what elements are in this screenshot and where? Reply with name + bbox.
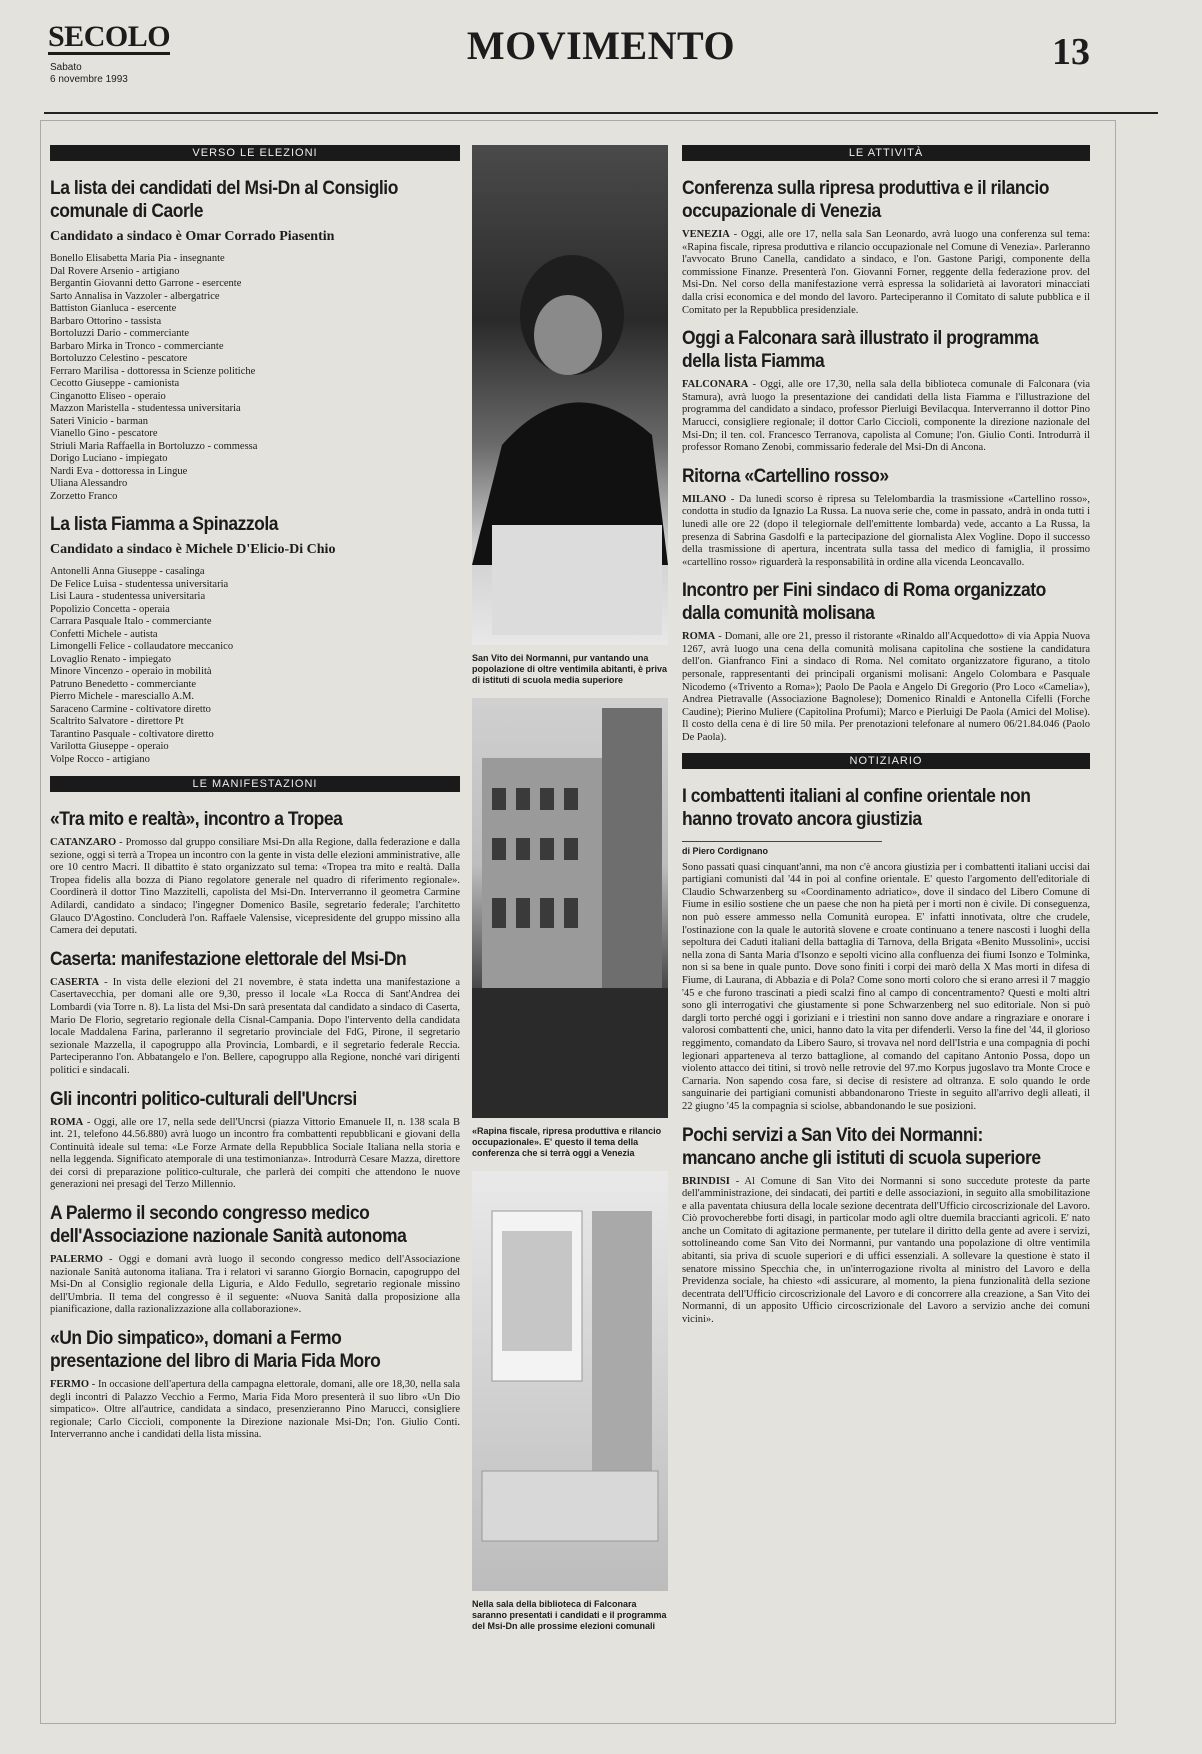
- article-text: - Oggi, alle ore 17, nella sede dell'Uncrsi (piazza Vittorio Emanuele II, n. 138 scala B int. 21, telefono 44.56.880) avrà luogo un incontro fra combattenti repubblicani e giovani della Continuità ideale sul tema: «Le Forze Armate della Repubblica Sociale Italiana nella storia e nella leggenda. Significato atemporale di una testimonianza». Introdurrà Cesare Mazza, direttore dei corsi di preparazione politico-culturale, che parlerà dei compiti che attendono le nuove generazioni nei presagi del Terzo Millennio.: [50, 1116, 460, 1191]
- dateline: ROMA: [50, 1116, 84, 1128]
- photo-library-hall-image: [472, 1171, 668, 1591]
- newspaper-logo: SECOLO: [48, 20, 171, 53]
- candidate: Bortoluzzi Dario - commerciante: [50, 328, 190, 339]
- candidate: Dal Rovere Arsenio - artigiano: [50, 265, 180, 277]
- article-combattenti-title: I combattenti italiani al confine orientale non hanno trovato ancora giustizia: [682, 785, 1031, 830]
- section-bar-manifestazioni: LE MANIFESTAZIONI: [50, 776, 460, 792]
- photo-library-hall: [472, 1171, 668, 1591]
- article-caorle-subtitle: Candidato a sindaco è Omar Corrado Piasentin: [50, 229, 335, 244]
- dateline: CASERTA: [50, 976, 100, 988]
- photo-column: [472, 145, 672, 1644]
- candidate: Saraceno Carmine - coltivatore diretto: [50, 703, 211, 715]
- candidate: Cinganotto Eliseo - operaio: [50, 390, 166, 402]
- article-uncrsi-title: Gli incontri politico-culturali dell'Uncrsi: [50, 1088, 357, 1110]
- candidate: Lisi Laura - studentessa universitaria: [50, 591, 206, 602]
- candidate: Bonello Elisabetta Maria Pia - insegnante: [50, 253, 225, 264]
- article-text: - Oggi e domani avrà luogo il secondo congresso medico dell'Associazione nazionale Sanità autonoma italiana. Tra i relatori vi saranno Giorgio Bornacin, capogruppo del Msi-Dn al Consiglio regionale della Liguria, e Aldo Fedullo, segretario regionale missino dell'Umbria. Il tema del congresso è il seguente: «Nuova Sanità dalla proposizione alla pianificazione, dalla razionalizzazione alla collaborazione».: [50, 1254, 460, 1316]
- article-san-vito-title: Pochi servizi a San Vito dei Normanni: mancano anche gli istituti di scuola superiore: [682, 1124, 1041, 1169]
- photo-woman-reading-image: [472, 145, 668, 645]
- article-fini-title: Incontro per Fini sindaco di Roma organizzato dalla comunità molisana: [682, 580, 1046, 625]
- article-caserta-title: Caserta: manifestazione elettorale del Msi-Dn: [50, 948, 407, 970]
- right-column: [682, 145, 1090, 1335]
- photo-woman-reading: [472, 145, 668, 645]
- dateline: FERMO: [50, 1379, 90, 1391]
- article-venezia-title: Conferenza sulla ripresa produttiva e il rilancio occupazionale di Venezia: [682, 178, 1049, 222]
- photo-caption-san-vito: San Vito dei Normanni, pur vantando una popolazione di oltre ventimila abitanti, è priva di istituti di scuola media superiore: [472, 653, 668, 685]
- candidate-list-caorle: [50, 253, 460, 503]
- candidate: Nardi Eva - dottoressa in Lingue: [50, 465, 188, 477]
- candidate: Barbaro Ottorino - tassista: [50, 315, 162, 327]
- article-san-vito-body: [682, 1176, 1090, 1327]
- candidate: Lovaglio Renato - impiegato: [50, 653, 172, 665]
- dateline: ROMA: [682, 631, 716, 643]
- article-text: - Domani, alle ore 21, presso il ristorante «Rinaldo all'Acquedotto» di via Appia Nuova 1267, avrà luogo una cena della comunità molisana capitolina che sostiene la candidatura dell'on. Gianfranco Fini a sindaco di Roma. Nel comitato organizzatore figurano, a titolo personale, rappresentanti dei principali organismi molisani: Angelo Colombara e Pasquale Nicodemo («Trivento a Roma»); Paolo De Paola e Angelo Di Gregorio (Pro Loco «Camelia»), Andrea Pietravalle (Associazione Bagnolese); Domenico Rinaldi e Antonella Cifelli (Forche Caudine); Pierino Muliere (Capitolina Profumi); Marco e Pierluigi De Paola (Amici del Molise). Il costo della cena è di lire 50 mila. Per prenotazioni telefonare al numero 06/21.84.046 (Paolo De Paola).: [682, 631, 1090, 744]
- photo-caption-venezia: «Rapina fiscale, ripresa produttiva e rilancio occupazionale». E' questo il tema della conferenza che si terrà oggi a Venezia: [472, 1126, 662, 1158]
- candidate: Carrara Pasquale Italo - commerciante: [50, 616, 212, 627]
- article-caserta-body: [50, 977, 460, 1078]
- issue-date-text: 6 novembre 1993: [50, 74, 128, 85]
- dateline: FALCONARA: [682, 379, 749, 391]
- candidate: Popolizio Concetta - operaia: [50, 603, 170, 615]
- candidate: Cecotto Giuseppe - camionista: [50, 378, 180, 389]
- candidate: Dorigo Luciano - impiegato: [50, 453, 168, 464]
- article-cartellino-title: Ritorna «Cartellino rosso»: [682, 465, 889, 487]
- article-text: - Promosso dal gruppo consiliare Msi-Dn alla Regione, dalla federazione e dalla sezione, oggi si terrà a Tropea un incontro con la gente in vista delle elezioni amministrative, alle ore 10 centro Macri. Il dibattito è stato organizzato sul tema: «Tropea tra mito e realtà. Dalla Tropea fidelis alla bozza di Piano regolatore generale nel quadro di riferimento regionale». Coordinerà il dottor Tino Mazzitelli, capolista del Msi-Dn. Interverranno il geometra Carmine Adilardi, candidato a sindaco; l'ingegner Domenico Basile, segretario federale; l'architetto Glauco D'Agostino. Concluderà l'on. Raffaele Valensise, vicepresidente del gruppo missino alla Camera dei deputati.: [50, 837, 460, 937]
- dateline: BRINDISI: [682, 1175, 730, 1187]
- section-bar-attivita: LE ATTIVITÀ: [682, 145, 1090, 161]
- dateline: CATANZARO: [50, 837, 117, 848]
- article-cartellino-body: [682, 494, 1090, 570]
- dateline: MILANO: [682, 493, 727, 505]
- article-venezia-body: [682, 229, 1090, 317]
- section-bar-notiziario: NOTIZIARIO: [682, 753, 1090, 769]
- article-text: - Oggi, alle ore 17,30, nella sala della biblioteca comunale di Falconara (via Stamura), avrà luogo la presentazione dei candidati della lista Fiamma e l'illustrazione del programma del candidato a sindaco, professor Pierluigi Bevilacqua. Interverranno il dottor Pino Marucci, consigliere regionale; il dottor Carlo Ciccioli, componente la direzione nazionale del Msi-Dn; il ten. col. Francesco Terranova, capolista al Comune; l'on. Giulio Conti. Introdurrà il professor Romano Zenobi, commissario federale del Msi-Dn di Ancona.: [682, 379, 1090, 454]
- candidate: Varilotta Giuseppe - operaio: [50, 741, 169, 752]
- article-text: - In occasione dell'apertura della campagna elettorale, domani, alle ore 18,30, nella sala degli incontri di Palazzo Vecchio a Fermo, Maria Fida Moro presenterà il suo libro «Un Dio simpatico». Oltre all'autrice, candidata a sindaco, presenzieranno Pino Marucci, consigliere regionale; Carlo Ciccioli, componente la Direzione nazionale Msi-Dn; l'on. Giulio Conti. Interverranno anche i candidati della lista missina.: [50, 1379, 460, 1441]
- candidate: Battiston Gianluca - esercente: [50, 303, 177, 314]
- candidate: Confetti Michele - autista: [50, 628, 158, 640]
- article-combattenti-body: Sono passati quasi cinquant'anni, ma non c'è ancora giustizia per i combattenti italiani uccisi dai partigiani comunisti dal '44 in poi al confine orientale. E' questo l'argomento dell'editoriale di Claudio Schwarzenberg su «Coordinamento adriatico», dove il sindaco del Libero Comune di Fiume in esilio sostiene che un paese che non ha pietà per i morti non è civile. Di conseguenza, non può essere ammesso nella Comunità europea. E' infatti innotivata, oltre che crudele, l'ostinazione con la quale le autorità slovene e croate continuano a tenere nascosti i luoghi della sepoltura dei Caduti italiani della battaglia di Tarnova, della Brigata «Benito Mussolini», uccisi nella zona di Santa Maria d'Isonzo e sepolti vicino alla confluenza dei fiumi Isonzo e Tolminka, non si sa bene in quale punto. Dove sono finiti i corpi dei marò della X Mas morti in difesa di Fiume, di Laurana, di Abbazia e di Pola? Come sono morti coloro che si erano arresi il 7 maggio '45 e che furono trascinati a piedi scalzi fino al campo di concentramento? Questi e molti altri sono gli interrogativi che giustamente si pone Schwarzenberg nel suo editoriale. Non si può dargli torto perché oggi i goriziani e i triestini non sanno dove andare a ringraziare e onorare i valorosi combattenti che, unici, hanno dato la vita per difenderli. Verso la fine del '44, il glorioso reggimento, comandato da Libero Sauro, si trovava nel nord dell'Istria e una compagnia di pochi legionari apparteneva al terzo battaglione, al comando del capitano Antonio Possa, dopo un violento attacco dei titini, si trovò nelle retrovie del 97.mo Korpus jugoslavo tra Monte Croce e Carnaria. Non sapendo cosa fare, si decise di resistere ad oltranza. E solo quando le orde sanguinarie dei partigiani comunisti abbandonarono Trieste in seguito all'arrivo degli alleati, il 22 giugno '45 la compagnia si sciolse, abbandonando le sue posizioni.: [682, 861, 1090, 1112]
- dateline: PALERMO: [50, 1254, 103, 1266]
- article-falconara-body: [682, 379, 1090, 455]
- page-number: 13: [1052, 31, 1090, 73]
- candidate: Antonelli Anna Giuseppe - casalinga: [50, 566, 205, 577]
- candidate: Vianello Gino - pescatore: [50, 428, 158, 439]
- article-spinazzola-title: La lista Fiamma a Spinazzola: [50, 514, 279, 535]
- article-tropea-title: «Tra mito e realtà», incontro a Tropea: [50, 809, 343, 830]
- article-fini-body: [682, 631, 1090, 744]
- candidate: Tarantino Pasquale - coltivatore diretto: [50, 728, 214, 740]
- candidate: Barbaro Mirka in Tronco - commerciante: [50, 340, 224, 352]
- section-bar-elezioni: VERSO LE ELEZIONI: [50, 145, 460, 161]
- article-spinazzola-subtitle: Candidato a sindaco è Michele D'Elicio-Di Chio: [50, 542, 336, 557]
- candidate: Bergantin Giovanni detto Garrone - esercente: [50, 278, 242, 289]
- candidate: Mazzon Maristella - studentessa universitaria: [50, 403, 241, 414]
- candidate: Patruno Benedetto - commerciante: [50, 678, 197, 690]
- candidate: Uliana Alessandro: [50, 478, 128, 489]
- candidate: Scaltrito Salvatore - direttore Pt: [50, 716, 184, 727]
- article-palermo-title: A Palermo il secondo congresso medico dell'Associazione nazionale Sanità autonoma: [50, 1203, 407, 1248]
- candidate: Limongelli Felice - collaudatore meccanico: [50, 641, 234, 652]
- article-text: - In vista delle elezioni del 21 novembre, è stata indetta una manifestazione a Casertavecchia, per domani alle ore 9,30, presso il locale «La Rocca di Sant'Andrea dei Lombardi (via Torre n. 8). La lista del Msi-Dn sarà presentata dal candidato a sindaco di Caserta, Mario De Florio, segretario regionale della Cisnal-Campania. Dopo l'intervento della candidata locale Maddalena Farina, parleranno il segretario provinciale del FdG, Pirone, il segretario sezionale Mazzella, il capogruppo alla Provincia, Lombardi, e il segretario federale Reccia. Parteciperanno l'on. Abbatangelo e l'on. Bellere, capogruppo alla Regione, nonché vari dirigenti politici e sindacali.: [50, 976, 460, 1076]
- article-tropea-body: [50, 837, 460, 938]
- candidate: Sarto Annalisa in Vazzoler - albergatrice: [50, 290, 220, 302]
- article-text: - Al Comune di San Vito dei Normanni si sono succedute proteste da parte dell'amministrazione, dei sindacati, dei partiti e delle associazioni, in seguito alla smobilitazione e alla paventata chiusura della locale sezione decentrata dell'Ufficio circoscrizionale del Lavoro. Ciò provocherebbe forti disagi, in particolar modo agli oltre duemila braccianti agricoli. E' nato anche un Comitato di agitazione permanente, per tutelare il diritto della gente ad avere i servizi, sottolineando come San Vito dei Normanni, pur vantando una popolazione di oltre ventimila abitanti, sia priva di scuole superiori e di uffici essenziali. A sollevare la questione è stato il senatore missino Specchia che, in un'interrogazione rivolta al ministro del Lavoro e della Previdenza sociale, ha chiesto «di assicurare, al momento, la piena funzionalità della sezione decentrata dell'Ufficio circoscrizionale del Lavoro e di concorrere alla creazione, a San Vito dei Normanni, di un apposito Ufficio circoscrizionale del Lavoro a servizio anche dei comuni vicini».: [682, 1175, 1090, 1326]
- article-caorle-title: La lista dei candidati del Msi-Dn al Consiglio comunale di Caorle: [50, 178, 398, 222]
- photo-caption-falconara: Nella sala della biblioteca di Falconara saranno presentati i candidati e il programma del Msi-Dn alle prossime elezioni comunali: [472, 1599, 667, 1631]
- photo-venice-building-image: [472, 698, 668, 1118]
- article-palermo-body: [50, 1254, 460, 1317]
- candidate: Sateri Vinicio - barman: [50, 415, 149, 427]
- photo-venice-building: [472, 698, 668, 1118]
- left-column: [50, 145, 460, 1450]
- candidate: De Felice Luisa - studentessa universitaria: [50, 578, 229, 590]
- header-rule: [44, 112, 1158, 114]
- candidate: Zorzetto Franco: [50, 490, 118, 502]
- article-falconara-title: Oggi a Falconara sarà illustrato il programma della lista Fiamma: [682, 328, 1039, 373]
- article-text: - Da lunedì scorso è ripresa su Telelombardia la trasmissione «Cartellino rosso», condotta in studio da Ignazio La Russa. La nuova serie che, come in passato, andrà in onda tutti i lunedì alle ore 22 (dopo il telegiornale dell'emittente lombarda) vede, accanto a La Russa, la presenza di Sabrina Gasdolfi e la partecipazione del giornalista Alex Vogline. Dopo il successo della trasmissione di apertura, incentrata sulla tassa del medico di famiglia, il prossimo «cartellino rosso» riguarderà la responsabilità in ordine alla vicenda Leoncavallo.: [682, 493, 1090, 568]
- candidate: Ferraro Marilisa - dottoressa in Scienze politiche: [50, 365, 256, 377]
- article-fermo-body: [50, 1379, 460, 1442]
- dateline: VENEZIA: [682, 229, 730, 240]
- candidate: Bortoluzzo Celestino - pescatore: [50, 353, 188, 364]
- issue-day: Sabato: [50, 62, 82, 73]
- section-title: MOVIMENTO: [466, 23, 736, 68]
- article-fermo-title: «Un Dio simpatico», domani a Fermo presentazione del libro di Maria Fida Moro: [50, 1328, 381, 1373]
- article-combattenti-byline: di Piero Cordignano: [682, 841, 882, 856]
- candidate: Striuli Maria Raffaella in Bortoluzzo - commessa: [50, 440, 258, 452]
- candidate: Minore Vincenzo - operaio in mobilità: [50, 666, 212, 677]
- candidate-list-spinazzola: [50, 566, 460, 766]
- article-uncrsi-body: [50, 1117, 460, 1193]
- candidate: Volpe Rocco - artigiano: [50, 753, 150, 765]
- candidate: Pierro Michele - maresciallo A.M.: [50, 691, 195, 702]
- article-text: - Oggi, alle ore 17, nella sala San Leonardo, avrà luogo una conferenza sul tema: «Rapina fiscale, ripresa produttiva e rilancio occupazionale nel Comune di Venezia». Parleranno l'avvocato Bruno Canella, candidato a sindaco, e l'on. Gastone Parigi, componente della commissione Finanze. Presenterà l'on. Giovanni Forner, reggente della federazione prov. del Msi-Dn. Nel corso della manifestazione verrà espressa la solidarietà ai lavoratori minacciati dalla crisi economica e del mondo del lavoro. Parteciperanno il Comitato di salute pubblica e il Comitato per la Repubblica presidenziale.: [682, 229, 1090, 316]
